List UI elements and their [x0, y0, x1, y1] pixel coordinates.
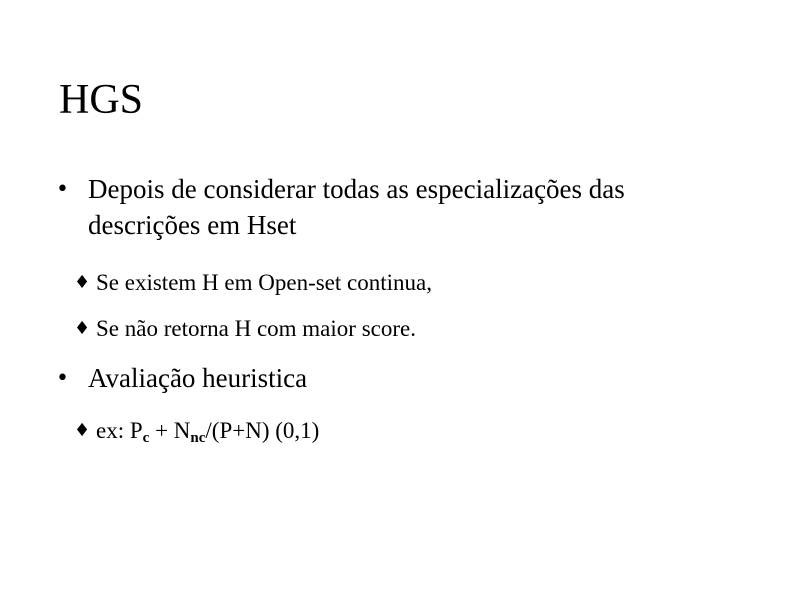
bullet-text: Depois de considerar todas as especializações das [88, 174, 625, 204]
formula-mid: + N [149, 418, 191, 443]
formula-subscript-c: c [142, 430, 150, 446]
bullet-dot-icon: • [56, 366, 69, 391]
diamond-bullet-icon: ♦ [74, 318, 91, 339]
sub-bullet-text: Se não retorna H com maior score. [96, 316, 416, 341]
bullet-dot-icon: • [56, 177, 69, 202]
formula-suffix: /(P+N) (0,1) [205, 418, 320, 443]
diamond-bullet-icon: ♦ [74, 272, 91, 293]
sub-bullet-text: Se existem H em Open-set continua, [96, 270, 432, 295]
formula-subscript-nc: nc [190, 430, 206, 446]
diamond-bullet-icon: ♦ [74, 420, 91, 441]
bullet-text-continuation: descrições em Hset [88, 210, 297, 240]
bullet-text: Avaliação heuristica [88, 363, 308, 393]
formula-prefix: ex: P [96, 418, 143, 443]
formula-text [96, 416, 319, 446]
slide-title: HGS [59, 77, 144, 123]
